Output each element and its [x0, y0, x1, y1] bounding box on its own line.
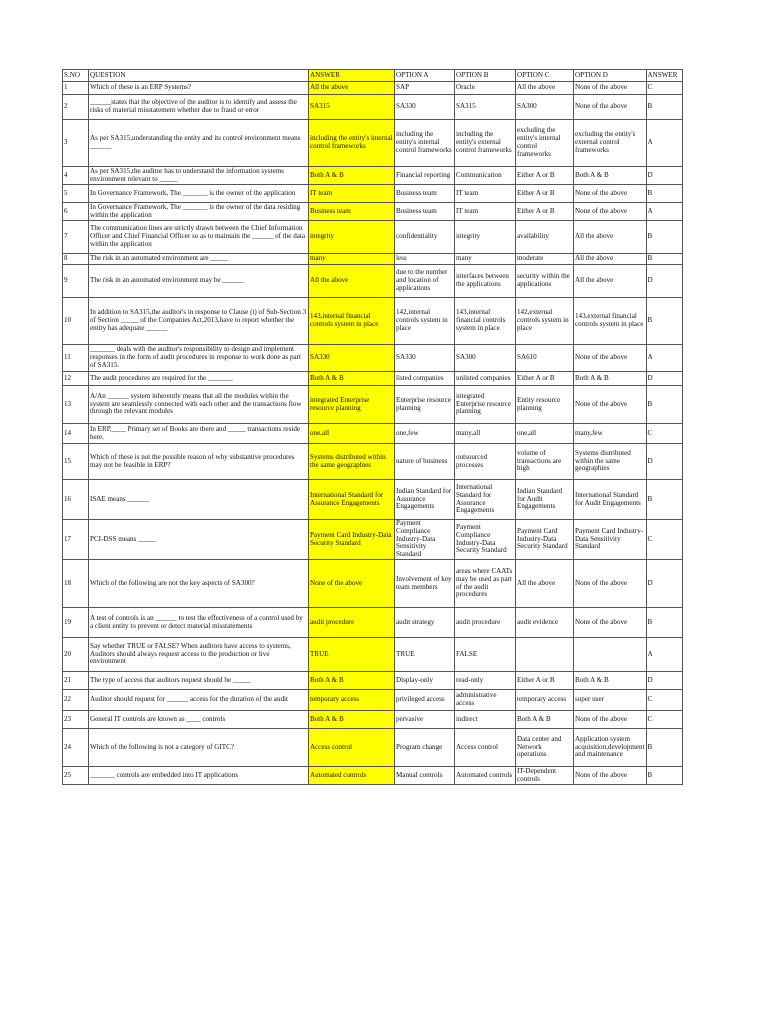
table-row — [63, 167, 683, 185]
cell-option-c: SA300 — [516, 95, 574, 120]
cell-sno: 21 — [63, 672, 89, 690]
header-row — [63, 70, 683, 82]
cell-option-d: None of the above — [574, 560, 647, 608]
cell-answer-text: SA330 — [309, 345, 395, 372]
cell-answer-text: Automated controls — [309, 767, 395, 785]
cell-sno: 6 — [63, 203, 89, 221]
cell-option-b: Access control — [455, 729, 516, 767]
cell-option-a: Financial reporting — [395, 167, 455, 185]
cell-sno: 19 — [63, 608, 89, 638]
cell-option-d: Systems distributed within the same geographies — [574, 444, 647, 480]
cell-option-a: audit strategy — [395, 608, 455, 638]
cell-option-b: outsourced processes — [455, 444, 516, 480]
cell-option-b: Communication — [455, 167, 516, 185]
cell-answer-text: International Standard for Assurance Engagements — [309, 480, 395, 520]
cell-answer-text: many — [309, 254, 395, 265]
cell-sno: 24 — [63, 729, 89, 767]
cell-sno: 5 — [63, 185, 89, 203]
cell-option-c: security within the applications — [516, 265, 574, 298]
cell-answer-letter: D — [646, 372, 682, 386]
cell-question: ______states that the objective of the auditor is to identify and assess the risks of material misstatement whether due to fraud or error — [89, 95, 309, 120]
cell-question: In addition to SA315,the auditor's in response to Clause (i) of Sub-Section 3 of Section _____ of the Companies Act,2013,have to report whether the entity has adequate ______ — [89, 298, 309, 345]
cell-option-a: including the entity's internal control frameworks — [395, 120, 455, 167]
cell-option-c: Entity resource planning — [516, 386, 574, 424]
cell-sno: 8 — [63, 254, 89, 265]
cell-option-a: Payment Compliance Industry-Data Sensitivity Standard — [395, 520, 455, 560]
cell-option-a: due to the number and location of applications — [395, 265, 455, 298]
cell-option-a: Involvement of key team members — [395, 560, 455, 608]
table-row — [63, 690, 683, 711]
cell-option-c: Indian Standard for Audit Engagements — [516, 480, 574, 520]
cell-option-b: administrative access — [455, 690, 516, 711]
cell-option-b: SA300 — [455, 345, 516, 372]
table-body — [63, 82, 683, 785]
header-question: QUESTION — [89, 70, 309, 82]
cell-option-c: Either A or B — [516, 185, 574, 203]
cell-answer-text: TRUE — [309, 638, 395, 672]
cell-option-d: International Standard for Audit Engagements — [574, 480, 647, 520]
cell-answer-text: All the above — [309, 265, 395, 298]
table-row — [63, 120, 683, 167]
cell-answer-letter: B — [646, 221, 682, 254]
cell-answer-text: 143,internal financial controls system in place — [309, 298, 395, 345]
mcq-table — [62, 69, 683, 785]
cell-question: In ERP,____ Primary set of Books are there and _____ transactions reside here. — [89, 424, 309, 444]
cell-answer-letter: C — [646, 82, 682, 95]
table-row — [63, 767, 683, 785]
cell-option-a: TRUE — [395, 638, 455, 672]
cell-option-a: privileged access — [395, 690, 455, 711]
cell-answer-text: Both A & B — [309, 672, 395, 690]
cell-option-d: Payment Card Industry-Data Sensitivity Standard — [574, 520, 647, 560]
cell-answer-text: All the above — [309, 82, 395, 95]
table-row — [63, 82, 683, 95]
cell-option-a: Business team — [395, 185, 455, 203]
cell-option-d: Application system acquisition,development and maintenance — [574, 729, 647, 767]
cell-answer-text: IT team — [309, 185, 395, 203]
table-row — [63, 711, 683, 729]
cell-question: Which of the following are not the key aspects of SA300? — [89, 560, 309, 608]
table-row — [63, 638, 683, 672]
cell-sno: 25 — [63, 767, 89, 785]
cell-option-d: None of the above — [574, 608, 647, 638]
cell-option-d: Both A & B — [574, 167, 647, 185]
cell-question: PCI-DSS means _____ — [89, 520, 309, 560]
cell-option-d: Both A & B — [574, 372, 647, 386]
cell-option-a: SA330 — [395, 95, 455, 120]
cell-option-c: Both A & B — [516, 711, 574, 729]
cell-answer-text: SA315 — [309, 95, 395, 120]
table-row — [63, 254, 683, 265]
cell-question: Say whether TRUE or FALSE? When auditors have access to systems, Auditors should always request access to the production or live environment — [89, 638, 309, 672]
cell-question: Auditor should request for ______ access for the duration of the audit — [89, 690, 309, 711]
cell-answer-letter: A — [646, 203, 682, 221]
table-row — [63, 608, 683, 638]
cell-question: Which of these is an ERP Systems? — [89, 82, 309, 95]
cell-sno: 12 — [63, 372, 89, 386]
cell-answer-letter: B — [646, 480, 682, 520]
cell-option-d: 143,external financial controls system in place — [574, 298, 647, 345]
cell-question: The audit procedures are required for the _______ — [89, 372, 309, 386]
cell-option-d: None of the above — [574, 82, 647, 95]
cell-answer-letter: B — [646, 729, 682, 767]
cell-question: A test of controls is an ______ to test the effectiveness of a control used by a client entity to prevent or detect material misstatements — [89, 608, 309, 638]
cell-answer-letter: B — [646, 95, 682, 120]
cell-sno: 10 — [63, 298, 89, 345]
cell-answer-text: Systems distributed within the same geographies — [309, 444, 395, 480]
cell-sno: 13 — [63, 386, 89, 424]
cell-option-d: None of the above — [574, 185, 647, 203]
cell-answer-letter: A — [646, 638, 682, 672]
cell-option-a: SA330 — [395, 345, 455, 372]
cell-sno: 9 — [63, 265, 89, 298]
cell-answer-letter: D — [646, 672, 682, 690]
cell-option-b: Oracle — [455, 82, 516, 95]
cell-answer-letter: D — [646, 560, 682, 608]
cell-question: As per SA315,understanding the entity and its control environment means ______ — [89, 120, 309, 167]
cell-option-b: International Standard for Assurance Engagements — [455, 480, 516, 520]
cell-option-a: SAP — [395, 82, 455, 95]
cell-answer-text: Both A & B — [309, 711, 395, 729]
cell-option-c: IT-Dependent controls — [516, 767, 574, 785]
cell-option-c: moderate — [516, 254, 574, 265]
cell-option-b: IT team — [455, 203, 516, 221]
cell-answer-text: temporary access — [309, 690, 395, 711]
table-row — [63, 298, 683, 345]
cell-answer-text: including the entity's internal control frameworks — [309, 120, 395, 167]
cell-option-a: Program change — [395, 729, 455, 767]
cell-option-c: Either A or B — [516, 372, 574, 386]
cell-sno: 2 — [63, 95, 89, 120]
header-option-b: OPTION B — [455, 70, 516, 82]
cell-option-d: None of the above — [574, 711, 647, 729]
cell-option-c: availability — [516, 221, 574, 254]
cell-option-c: Either A or B — [516, 203, 574, 221]
cell-sno: 22 — [63, 690, 89, 711]
cell-option-d: super user — [574, 690, 647, 711]
cell-option-c: volume of transactions are high — [516, 444, 574, 480]
cell-sno: 3 — [63, 120, 89, 167]
cell-option-d: All the above — [574, 221, 647, 254]
cell-answer-text: None of the above — [309, 560, 395, 608]
cell-question: As per SA315,the auditor has to understand the information systems environment relevant to _____ — [89, 167, 309, 185]
cell-option-a: less — [395, 254, 455, 265]
cell-option-a: Manual controls — [395, 767, 455, 785]
cell-option-b: 143,internal financial controls system in place — [455, 298, 516, 345]
cell-sno: 4 — [63, 167, 89, 185]
cell-answer-letter: A — [646, 345, 682, 372]
table-row — [63, 424, 683, 444]
cell-question: The communication lines are strictly drawn between the Chief Information Officer and Chief Financial Officer so as to maintain the ______ of the data within the application — [89, 221, 309, 254]
cell-answer-text: audit procedure — [309, 608, 395, 638]
cell-question: The type of access that auditors request should be _____ — [89, 672, 309, 690]
cell-option-d: None of the above — [574, 95, 647, 120]
table-row — [63, 386, 683, 424]
cell-question: _______ controls are embedded into IT applications — [89, 767, 309, 785]
cell-option-a: confidentiality — [395, 221, 455, 254]
cell-answer-letter: B — [646, 185, 682, 203]
cell-option-b: audit procedure — [455, 608, 516, 638]
cell-option-b: FALSE — [455, 638, 516, 672]
header-sno: S.NO — [63, 70, 89, 82]
cell-option-c: SA610 — [516, 345, 574, 372]
cell-answer-text: Access control — [309, 729, 395, 767]
cell-sno: 23 — [63, 711, 89, 729]
cell-sno: 18 — [63, 560, 89, 608]
cell-question: ISAE means ______ — [89, 480, 309, 520]
cell-question: A/An ______ system inherently means that all the modules within the system are seamlessly connected with each other and the transactions flow through the relevant modules — [89, 386, 309, 424]
cell-answer-letter: C — [646, 424, 682, 444]
cell-answer-letter: B — [646, 386, 682, 424]
cell-answer-text: Both A & B — [309, 167, 395, 185]
cell-sno: 7 — [63, 221, 89, 254]
cell-answer-letter: C — [646, 520, 682, 560]
cell-option-c — [516, 638, 574, 672]
cell-sno: 11 — [63, 345, 89, 372]
cell-option-b: integrity — [455, 221, 516, 254]
cell-option-b: read-only — [455, 672, 516, 690]
table-row — [63, 560, 683, 608]
cell-option-a: listed companies — [395, 372, 455, 386]
cell-option-b: including the entity's external control frameworks — [455, 120, 516, 167]
cell-option-c: temporary access — [516, 690, 574, 711]
table-row — [63, 729, 683, 767]
table-row — [63, 95, 683, 120]
cell-answer-letter: A — [646, 120, 682, 167]
cell-answer-letter: D — [646, 444, 682, 480]
cell-option-a: pervasive — [395, 711, 455, 729]
table-row — [63, 345, 683, 372]
cell-option-d — [574, 638, 647, 672]
cell-answer-text: Payment Card Industry-Data Security Standard — [309, 520, 395, 560]
cell-option-a: Enterprise resource planning — [395, 386, 455, 424]
cell-option-b: Automated controls — [455, 767, 516, 785]
cell-option-a: Display-only — [395, 672, 455, 690]
cell-option-a: 142,internal controls system in place — [395, 298, 455, 345]
cell-option-d: All the above — [574, 254, 647, 265]
cell-option-b: IT team — [455, 185, 516, 203]
header-answer-letter: ANSWER — [646, 70, 682, 82]
cell-option-a: Indian Standard for Assurance Engagements — [395, 480, 455, 520]
header-option-a: OPTION A — [395, 70, 455, 82]
cell-option-a: one,few — [395, 424, 455, 444]
cell-question: General IT controls are known as ____ controls — [89, 711, 309, 729]
cell-option-d: many,few — [574, 424, 647, 444]
cell-question: Which of the following is not a category of GITC? — [89, 729, 309, 767]
cell-option-c: Payment Card Industry-Data Security Standard — [516, 520, 574, 560]
cell-option-b: unlisted companies — [455, 372, 516, 386]
cell-sno: 1 — [63, 82, 89, 95]
cell-option-d: All the above — [574, 265, 647, 298]
cell-question: In Governance Framework, The _______ is the owner of the application — [89, 185, 309, 203]
cell-answer-text: integrated Enterprise resource planning — [309, 386, 395, 424]
table-row — [63, 520, 683, 560]
cell-answer-letter: B — [646, 254, 682, 265]
cell-sno: 15 — [63, 444, 89, 480]
cell-option-b: many — [455, 254, 516, 265]
header-answer-text: ANSWER — [309, 70, 395, 82]
cell-option-b: indirect — [455, 711, 516, 729]
cell-answer-letter: D — [646, 167, 682, 185]
cell-option-c: Either A or B — [516, 167, 574, 185]
cell-option-c: audit evidence — [516, 608, 574, 638]
cell-option-c: All the above — [516, 82, 574, 95]
cell-question: The risk in an automated environment may be ______ — [89, 265, 309, 298]
cell-option-b: SA315 — [455, 95, 516, 120]
cell-option-b: Payment Compliance Industry-Data Security Standard — [455, 520, 516, 560]
cell-option-d: None of the above — [574, 203, 647, 221]
cell-question: _______ deals with the auditor's responsibility to design and implement responses in the form of audit procedures in response to work done as part of SA315. — [89, 345, 309, 372]
table-row — [63, 203, 683, 221]
cell-question: Which of these is not the possible reason of why substantive procedures may not be feasible in ERP? — [89, 444, 309, 480]
cell-answer-text: Both A & B — [309, 372, 395, 386]
cell-option-c: excluding the entity's internal control frameworks — [516, 120, 574, 167]
cell-option-d: excluding the entity's external control frameworks — [574, 120, 647, 167]
cell-option-b: integrated Enterprise resource planning — [455, 386, 516, 424]
table-row — [63, 372, 683, 386]
table-row — [63, 480, 683, 520]
table-row — [63, 672, 683, 690]
cell-answer-letter: D — [646, 265, 682, 298]
cell-option-c: one,all — [516, 424, 574, 444]
cell-option-a: Business team — [395, 203, 455, 221]
cell-answer-letter: B — [646, 608, 682, 638]
cell-option-d: None of the above — [574, 767, 647, 785]
cell-option-d: None of the above — [574, 345, 647, 372]
cell-answer-text: integrity — [309, 221, 395, 254]
cell-sno: 20 — [63, 638, 89, 672]
cell-answer-letter: C — [646, 711, 682, 729]
cell-option-a: nature of business — [395, 444, 455, 480]
cell-answer-letter: C — [646, 690, 682, 711]
cell-option-b: many,all — [455, 424, 516, 444]
cell-sno: 16 — [63, 480, 89, 520]
table-row — [63, 265, 683, 298]
cell-question: In Governance Framework, The _______ is the owner of the data residing within the application — [89, 203, 309, 221]
cell-question: The risk in an automated environment are _____ — [89, 254, 309, 265]
cell-sno: 17 — [63, 520, 89, 560]
cell-option-c: Data center and Network operations — [516, 729, 574, 767]
header-option-d: OPTION D — [574, 70, 647, 82]
cell-option-c: Either A or B — [516, 672, 574, 690]
table-row — [63, 444, 683, 480]
cell-answer-letter: B — [646, 298, 682, 345]
cell-option-d: None of the above — [574, 386, 647, 424]
cell-sno: 14 — [63, 424, 89, 444]
header-option-c: OPTION C — [516, 70, 574, 82]
cell-option-d: Both A & B — [574, 672, 647, 690]
cell-option-b: areas where CAATs may be used as part of the audit procedures — [455, 560, 516, 608]
table-row — [63, 185, 683, 203]
cell-answer-letter: B — [646, 767, 682, 785]
table-row — [63, 221, 683, 254]
cell-answer-text: Business team — [309, 203, 395, 221]
cell-option-c: All the above — [516, 560, 574, 608]
cell-option-b: interfaces between the applications — [455, 265, 516, 298]
cell-option-c: 142,external controls system in place — [516, 298, 574, 345]
cell-answer-text: one,all — [309, 424, 395, 444]
